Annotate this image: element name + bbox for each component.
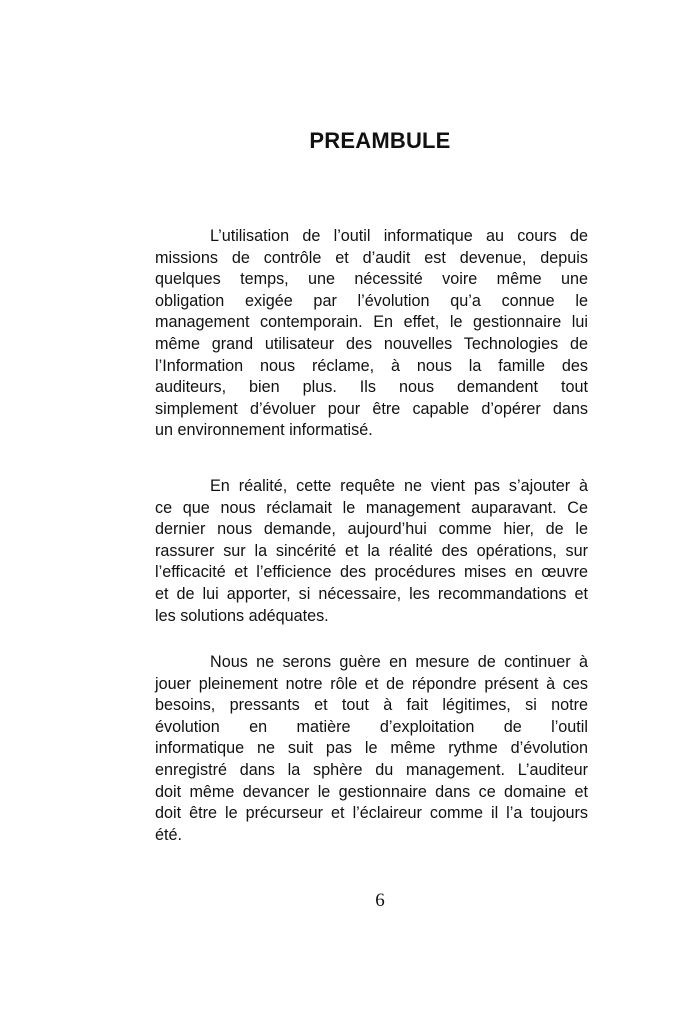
paragraph-2 (155, 476, 588, 627)
text-line: rassurer sur la sincérité et la réalité des opérations, sur (155, 541, 588, 560)
text-line: auditeurs, bien plus. Ils nous demandent tout (155, 378, 588, 397)
text-line: management contemporain. En effet, le gestionnaire lui (155, 313, 588, 332)
paragraph-1 (155, 226, 588, 442)
paragraph-3 (155, 652, 588, 846)
page-number: 6 (375, 890, 385, 911)
text-line: l’efficacité et l’efficience des procédures mises en œuvre (155, 563, 588, 582)
text-line: ce que nous réclamait le management auparavant. Ce (155, 498, 588, 517)
text-line: et de lui apporter, si nécessaire, les recommandations et (155, 584, 588, 603)
text-line: informatique ne suit pas le même rythme d’évolution (155, 739, 588, 758)
page-title: PREAMBULE (309, 128, 451, 153)
text-line: été. (155, 825, 183, 844)
text-line: dernier nous demande, aujourd’hui comme hier, de le (155, 520, 588, 539)
text-line: l’Information nous réclame, à nous la famille des (155, 356, 588, 375)
text-line: doit être le précurseur et l’éclaireur comme il l’a toujours (155, 804, 588, 823)
text-line: Nous ne serons guère en mesure de continuer à (210, 653, 588, 671)
text-line: L’utilisation de l’outil informatique au cours de (210, 227, 588, 245)
text-line: doit même devancer le gestionnaire dans ce domaine et (155, 782, 588, 801)
text-line: quelques temps, une nécessité voire même une (155, 270, 588, 289)
text-line: évolution en matière d’exploitation de l’outil (155, 717, 588, 736)
text-line: simplement d’évoluer pour être capable d’opérer dans (155, 399, 588, 418)
text-line: obligation exigée par l’évolution qu’a connue le (155, 291, 588, 310)
text-line: même grand utilisateur des nouvelles Technologies de (155, 334, 588, 353)
text-line: les solutions adéquates. (155, 606, 329, 625)
text-line: un environnement informatisé. (155, 421, 373, 440)
text-line: besoins, pressants et tout à fait légitimes, si notre (155, 696, 588, 715)
text-line: En réalité, cette requête ne vient pas s’ajouter à (210, 477, 588, 495)
text-line: missions de contrôle et d’audit est devenue, depuis (155, 248, 588, 267)
text-line: enregistré dans la sphère du management. L’auditeur (155, 760, 588, 779)
text-line: jouer pleinement notre rôle et de répondre présent à ces (155, 674, 588, 693)
